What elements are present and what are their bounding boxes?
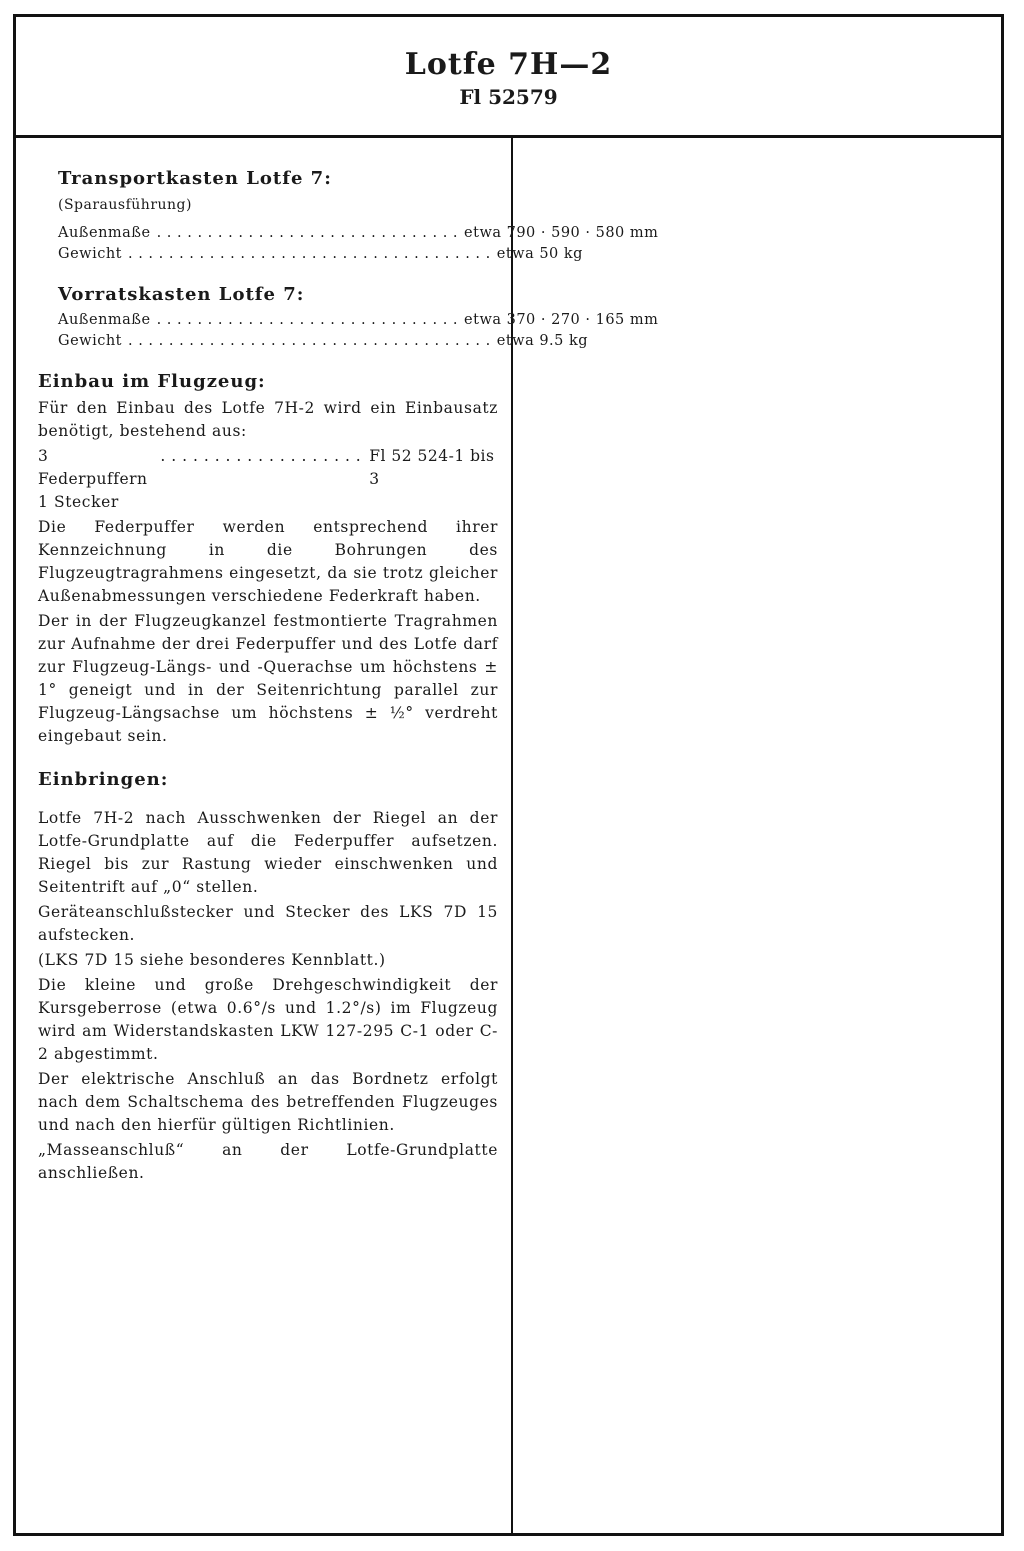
paragraph: Geräteanschlußstecker und Stecker des LKS 7D 15 aufstecken. bbox=[38, 903, 498, 944]
leader-dots: . . . . . . . . . . . . . . . . . . . . . . . . . . . . . . . . . . . . bbox=[128, 246, 491, 262]
document-header bbox=[16, 17, 1001, 138]
section-heading-vorratskasten: Vorratskasten Lotfe 7: bbox=[58, 284, 305, 305]
spec-row bbox=[38, 310, 659, 331]
paragraph: Lotfe 7H-2 nach Ausschwenken der Riegel an der Lotfe-Grundplatte auf die Federpuffer aufsetzen. Riegel bis zur Rastung wieder einschwenken und Seitentrift auf „0“ stellen. bbox=[38, 809, 498, 896]
paragraph: Die kleine und große Drehgeschwindigkeit der Kursgeberrose (etwa 0.6°/s und 1.2°/s) im Flugzeug wird am Widerstandskasten LKW 127-295 C-1 oder C-2 abgestimmt. bbox=[38, 976, 498, 1063]
spec-label: Gewicht bbox=[58, 333, 122, 349]
part-label: 3 Federpuffern bbox=[38, 447, 148, 488]
spec-label: Gewicht bbox=[58, 246, 122, 262]
transportkasten-note: (Sparausführung) bbox=[58, 197, 192, 213]
paragraph: Die Federpuffer werden entsprechend ihrer Kennzeichnung in die Bohrungen des Flugzeugtragrahmens eingesetzt, da sie trotz gleicher Außenabmessungen verschiedene Federkraft haben. bbox=[38, 518, 498, 605]
paragraph: 1 Stecker bbox=[38, 493, 119, 511]
document-frame bbox=[13, 14, 1004, 1536]
paragraph: Der in der Flugzeugkanzel festmontierte Tragrahmen zur Aufnahme der drei Federpuffer und des Lotfe darf zur Flugzeug-Längs- und -Querachse um höchstens ± 1° geneigt und in der Seitenrichtung parallel zur Flugzeug-Längsachse um höchstens ± ½° verdreht eingebaut sein. bbox=[38, 612, 498, 745]
document-number: Fl 52579 bbox=[459, 85, 558, 109]
spec-row bbox=[38, 223, 659, 244]
paragraph: (LKS 7D 15 siehe besonderes Kennblatt.) bbox=[38, 951, 386, 969]
paragraph: Der elektrische Anschluß an das Bordnetz erfolgt nach dem Schaltschema des betreffenden Flugzeuges und nach den hierfür gültigen Richtlinien. bbox=[38, 1070, 498, 1134]
spec-label: Außenmaße bbox=[58, 225, 151, 241]
leader-dots: . . . . . . . . . . . . . . . . . . . bbox=[160, 447, 362, 465]
leader-dots: . . . . . . . . . . . . . . . . . . . . . . . . . . . . . . bbox=[156, 312, 459, 328]
leader-dots: . . . . . . . . . . . . . . . . . . . . . . . . . . . . . . bbox=[156, 225, 459, 241]
spec-label: Außenmaße bbox=[58, 312, 151, 328]
section-heading-einbringen: Einbringen: bbox=[38, 769, 169, 790]
leader-dots: . . . . . . . . . . . . . . . . . . . . . . . . . . . . . . . . . . . . bbox=[128, 333, 491, 349]
parts-row bbox=[38, 445, 498, 491]
spec-value: etwa 790 · 590 · 580 mm bbox=[464, 225, 659, 241]
spec-row bbox=[38, 331, 589, 352]
document-title: Lotfe 7H—2 bbox=[404, 47, 613, 82]
spec-value: etwa 370 · 270 · 165 mm bbox=[464, 312, 659, 328]
section-heading-einbau: Einbau im Flugzeug: bbox=[38, 371, 266, 392]
spec-value: etwa 50 kg bbox=[496, 246, 583, 262]
paragraph: Für den Einbau des Lotfe 7H-2 wird ein Einbausatz benötigt, bestehend aus: bbox=[38, 399, 498, 440]
section-heading-transportkasten: Transportkasten Lotfe 7: bbox=[58, 168, 332, 189]
spec-value: etwa 9.5 kg bbox=[496, 333, 589, 349]
spec-row bbox=[38, 244, 583, 265]
left-column bbox=[38, 167, 659, 1187]
part-number: Fl 52 524-1 bis 3 bbox=[369, 447, 495, 488]
paragraph: „Masseanschluß“ an der Lotfe-Grundplatte anschließen. bbox=[38, 1141, 498, 1182]
